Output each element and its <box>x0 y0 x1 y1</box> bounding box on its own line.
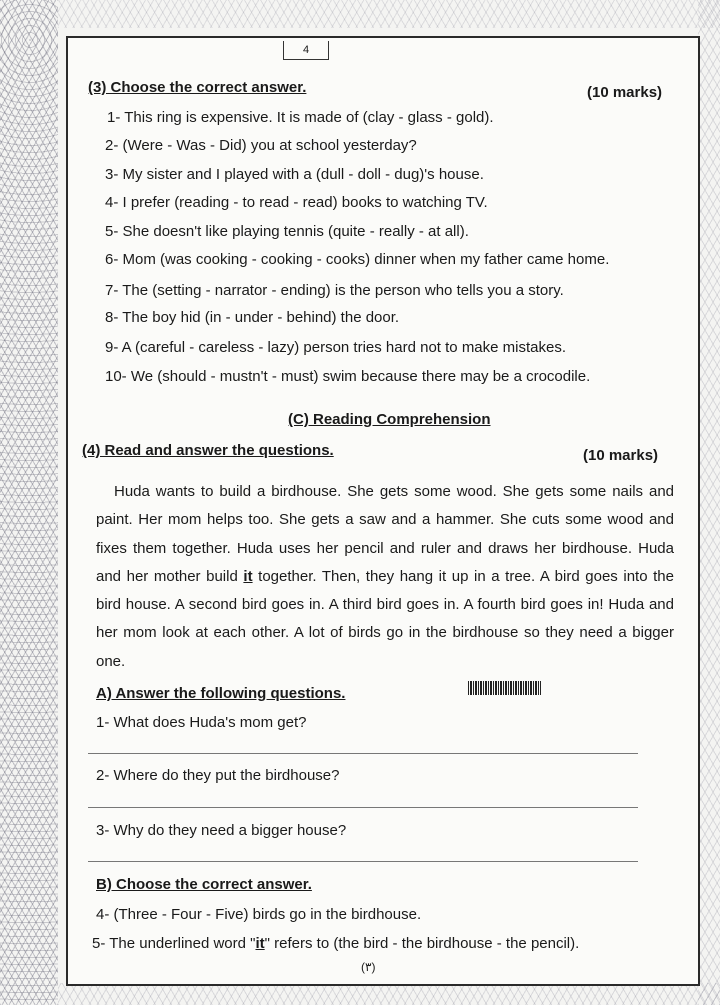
part-b-heading: B) Choose the correct answer. <box>96 876 312 893</box>
q3-item-7: 7- The (setting - narrator - ending) is the person who tells you a story. <box>105 282 564 299</box>
q3-item-4: 4- I prefer (reading - to read - read) books to watching TV. <box>105 194 488 211</box>
q4-marks: (10 marks) <box>583 447 659 464</box>
answer-line-2[interactable] <box>88 807 638 808</box>
part-a-question-1: 1- What does Huda's mom get? <box>96 714 307 731</box>
security-pattern-left <box>0 0 58 1005</box>
q3-heading: (3) Choose the correct answer. <box>88 79 307 96</box>
q3-item-8: 8- The boy hid (in - under - behind) the door. <box>105 309 400 326</box>
part-a-question-2: 2- Where do they put the birdhouse? <box>96 767 340 784</box>
q4-heading: (4) Read and answer the questions. <box>82 442 334 459</box>
q3-item-5: 5- She doesn't like playing tennis (quite - really - at all). <box>105 223 469 240</box>
section-c-heading: (C) Reading Comprehension <box>288 411 491 428</box>
q3-item-9: 9- A (careful - careless - lazy) person tries hard not to make mistakes. <box>105 339 567 356</box>
barcode <box>468 681 541 695</box>
passage-underlined-word: it <box>243 567 253 585</box>
answer-line-3[interactable] <box>88 861 638 862</box>
security-pattern-right <box>698 0 720 1005</box>
footer-page-number: (٣) <box>361 960 376 974</box>
passage-text-end: together. Then, they hang it up in a tree. A bird goes into the bird house. A second bird goes in. A third bird goes in. A fourth bird goes in! Huda and her mom look at each other. A lot of birds go in the birdhouse so they need a bigger one. <box>96 567 674 670</box>
security-pattern-top <box>58 0 720 28</box>
q3-marks: (10 marks) <box>587 84 663 101</box>
part-a-question-3: 3- Why do they need a bigger house? <box>96 822 347 839</box>
part-b-q5-end: " refers to (the bird - the birdhouse - the pencil). <box>264 935 580 952</box>
reading-passage <box>96 478 674 676</box>
q3-item-2: 2- (Were - Was - Did) you at school yesterday? <box>105 137 417 154</box>
part-b-q5-word: it <box>255 935 265 952</box>
passage-text-start: Huda wants to build a birdhouse. She gets some wood. She gets some nails and paint. Her mom helps too. She gets a saw and a hammer. She cuts some wood and fixes them together. Huda uses her pencil and ruler and draws her birdhouse. Huda and her mother build <box>96 483 674 585</box>
q3-item-10: 10- We (should - mustn't - must) swim because there may be a crocodile. <box>105 368 591 385</box>
q3-item-3: 3- My sister and I played with a (dull - doll - dug)'s house. <box>105 166 484 183</box>
part-a-heading: A) Answer the following questions. <box>96 685 346 702</box>
part-b-question-4: 4- (Three - Four - Five) birds go in the birdhouse. <box>96 906 422 923</box>
answer-line-1[interactable] <box>88 753 638 754</box>
q3-item-6: 6- Mom (was cooking - cooking - cooks) dinner when my father came home. <box>105 251 610 268</box>
security-pattern-bottom <box>58 983 720 1005</box>
part-b-question-5 <box>92 935 579 952</box>
page-number: 4 <box>283 41 329 60</box>
part-b-q5-start: 5- The underlined word " <box>92 935 256 952</box>
q3-item-1: 1- This ring is expensive. It is made of (clay - glass - gold). <box>107 109 494 126</box>
